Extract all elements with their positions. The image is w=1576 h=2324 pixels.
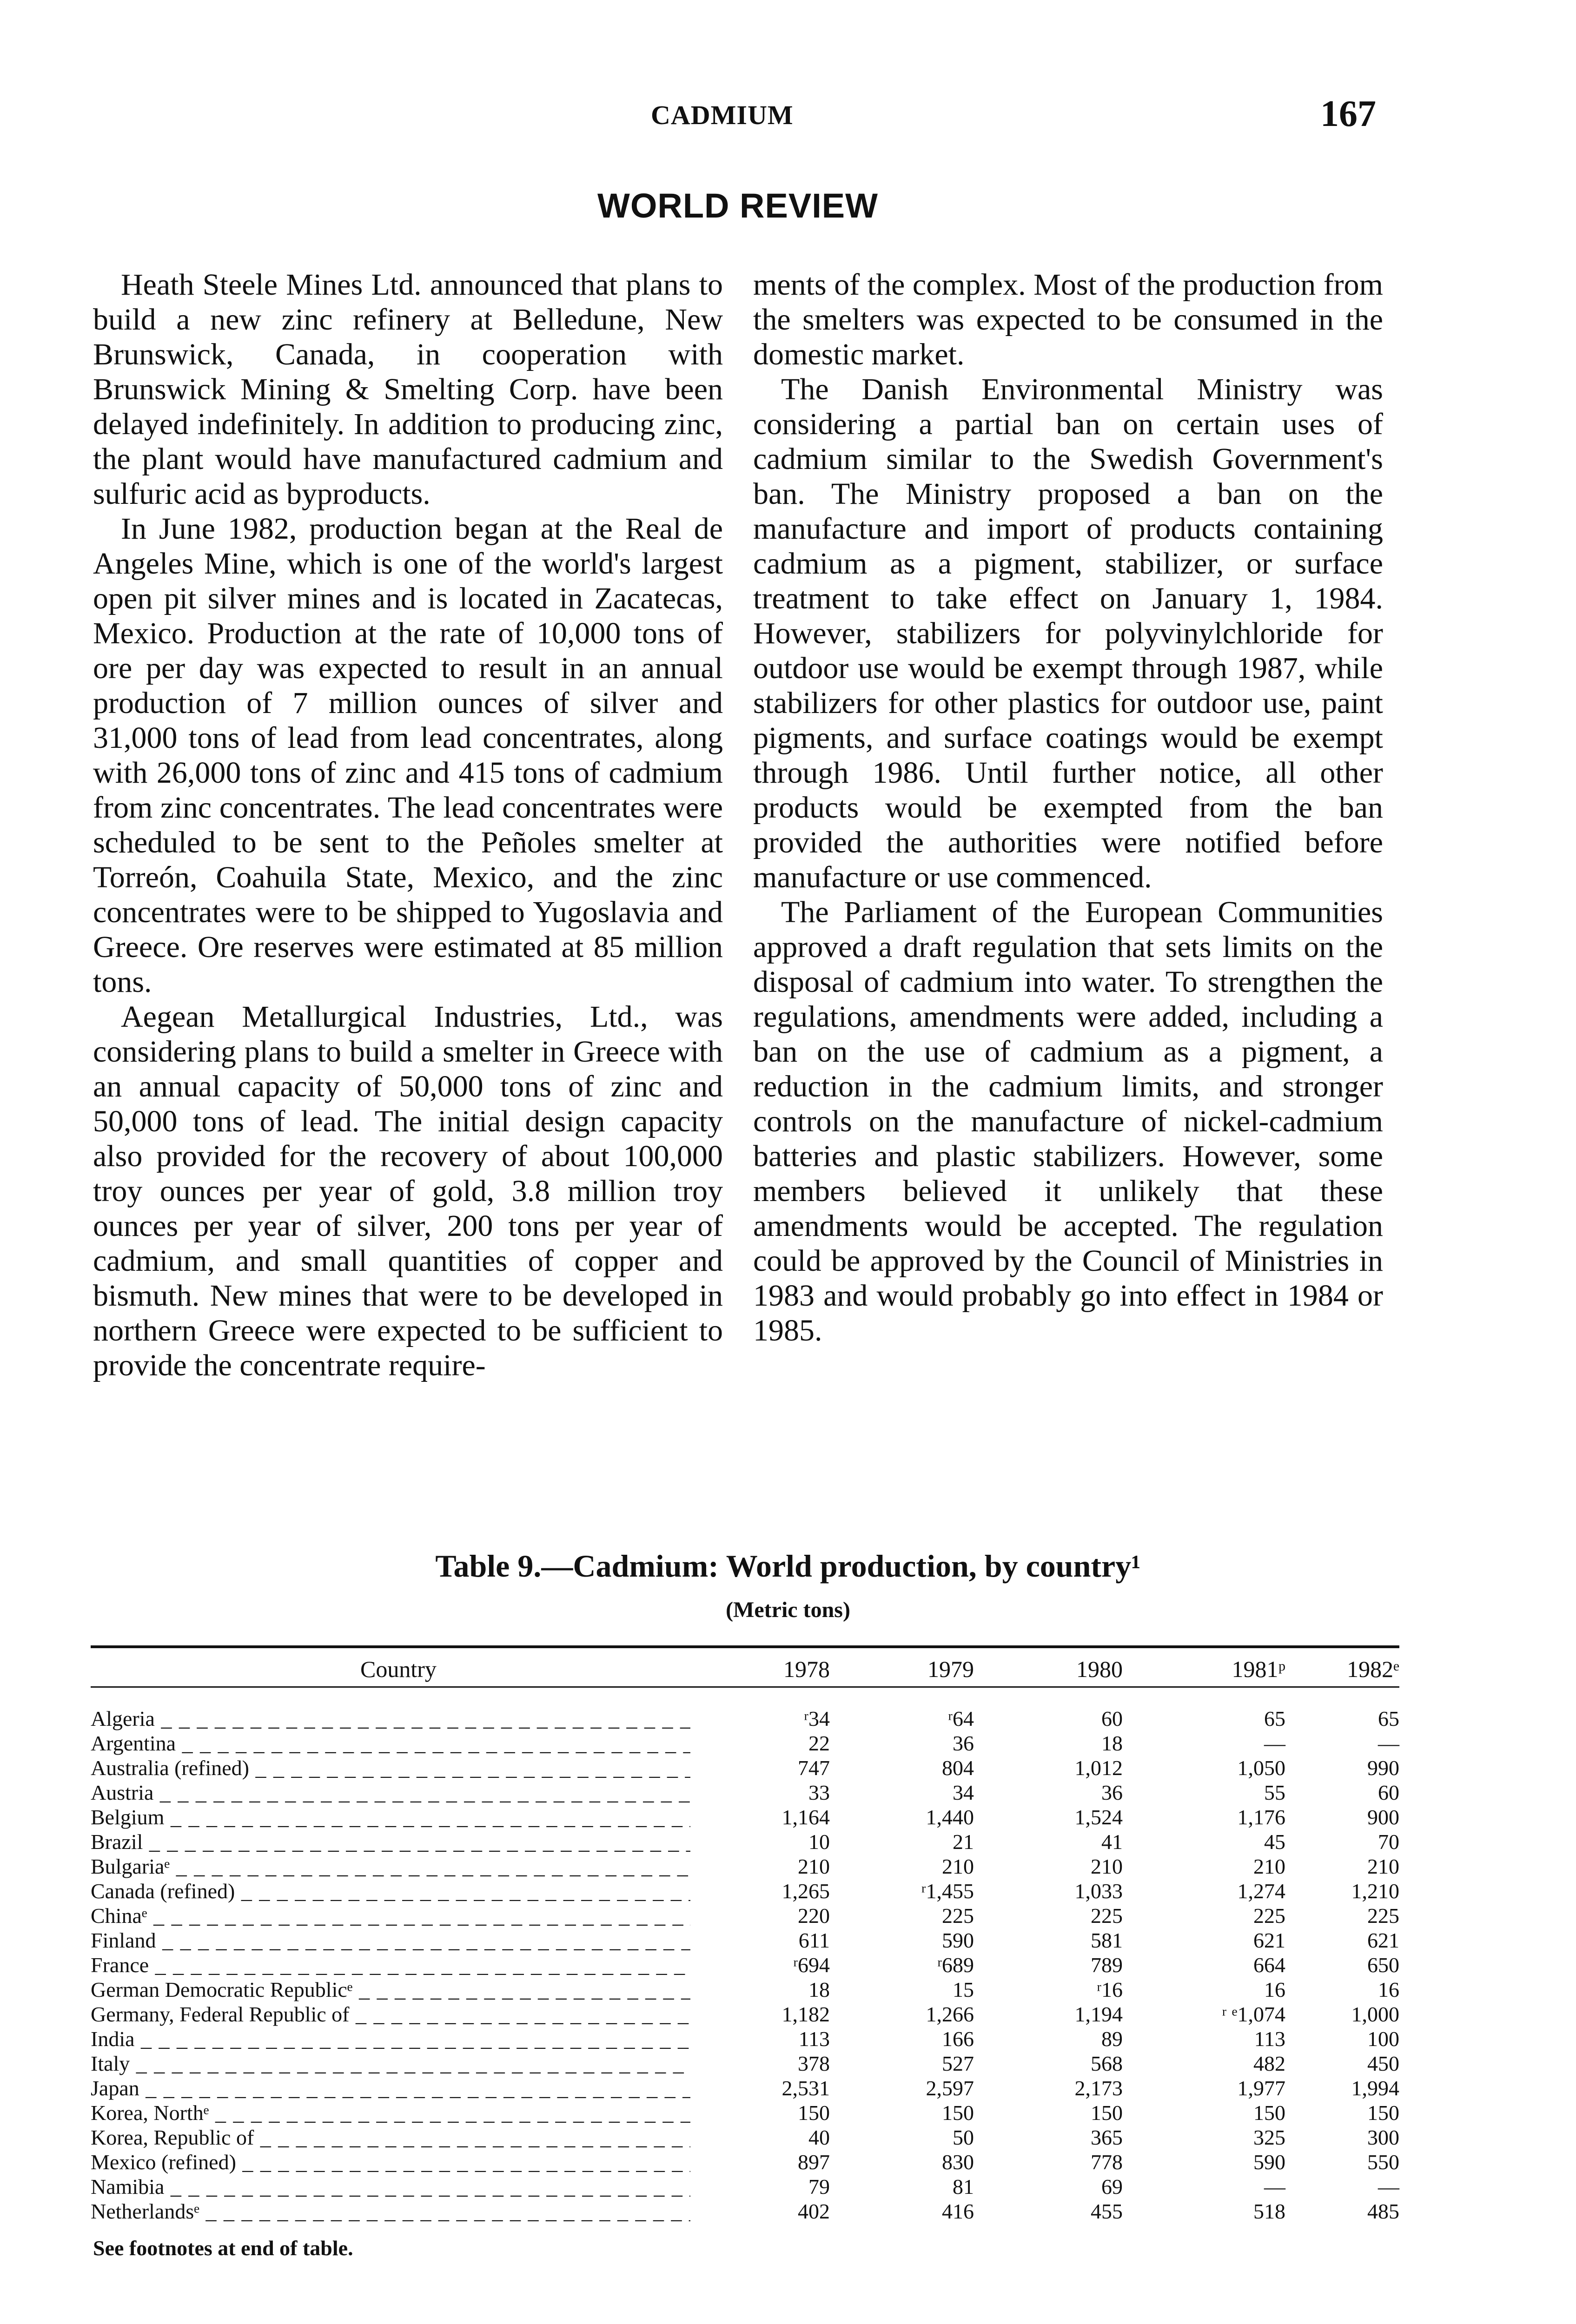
cell-1978: 10 [808,1830,830,1854]
cell-1978: 150 [798,2101,830,2125]
cell-1979: 36 [953,1731,974,1755]
cell-country: Argentina _ _ _ [91,1731,690,1756]
cell-country: Canada (refined) _ _ _ [91,1879,690,1903]
cell-country: Brazil _ _ _ [91,1829,690,1854]
table-caption: Table 9.—Cadmium: World production, by country¹ [435,1548,1141,1584]
cell-1978: 747 [798,1756,830,1780]
cell-1981: 16 [1264,1978,1285,2001]
table-body [91,1688,1399,2224]
cell-1978: 79 [808,2175,830,2199]
table-row [91,1953,1399,1977]
cell-1980: 150 [1091,2101,1123,2125]
cell-1979: 416 [942,2199,974,2223]
cell-country: Algeria _ _ _ [91,1706,690,1731]
cell-1982: 225 [1367,1904,1399,1928]
cell-1981: 664 [1253,1953,1285,1977]
cell-1980: 225 [1091,1904,1123,1928]
header-1978: 1978 [783,1656,830,1682]
section-title: WORLD REVIEW [597,186,878,225]
cell-1979: 804 [942,1756,974,1780]
cell-1980: ʳ16 [1097,1978,1123,2001]
table-row [91,1780,1399,1805]
cell-1978: 402 [798,2199,830,2223]
cell-1981: 621 [1253,1928,1285,1952]
cell-1978: ʳ694 [793,1953,830,1977]
cell-1982: 100 [1367,2027,1399,2051]
cell-1982: 485 [1367,2199,1399,2223]
header-1979: 1979 [927,1656,974,1682]
cell-1981: 150 [1253,2101,1285,2125]
cell-1982: 1,994 [1351,2076,1399,2100]
paragraph: In June 1982, production began at the Real de Angeles Mine, which is one of the world's largest open pit silver mines and is located in Zacatecas, Mexico. Production at the rate of 10,000 tons of ore per day was expected to result in an annual production of 7 million ounces of silver and 31,000 tons of lead from lead concentrates, along with 26,000 tons of zinc and 415 tons of cadmium from zinc concentrates. The lead concentrates were scheduled to be sent to the Peñoles smelter at Torreón, Coahuila State, Mexico, and the zinc concentrates were to be shipped to Yugoslavia and Greece. Ore reserves were estimated at 85 million tons. [93,512,723,999]
table-row [91,2027,1399,2051]
table-row [91,2002,1399,2027]
table-row [91,2076,1399,2100]
cell-1981: 482 [1253,2052,1285,2075]
table-row [91,1903,1399,1928]
cell-1978: 33 [808,1781,830,1804]
cell-1980: 60 [1101,1707,1123,1730]
cell-1982: 1,000 [1351,2002,1399,2026]
cell-1980: 2,173 [1074,2076,1123,2100]
cell-country: Belgium _ _ _ [91,1805,690,1829]
table-row [91,1829,1399,1854]
cell-1980: 778 [1091,2150,1123,2174]
cell-country: Korea, Republic of _ _ _ [91,2125,690,2150]
cell-1980: 18 [1101,1731,1123,1755]
cell-1979: 21 [953,1830,974,1854]
header-1980: 1980 [1076,1656,1123,1682]
cell-1978: 40 [808,2126,830,2149]
table-row [91,2174,1399,2199]
cell-1978: 113 [798,2027,830,2051]
header-1982: 1982ᵉ [1347,1656,1399,1682]
cell-1981: 1,050 [1237,1756,1285,1780]
cell-1980: 41 [1101,1830,1123,1854]
cell-1979: 166 [942,2027,974,2051]
cell-1979: ʳ64 [948,1707,974,1730]
cell-country: Chinaᵉ _ _ _ [91,1903,690,1928]
paragraph: The Parliament of the European Communities approved a draft regulation that sets limits on the disposal of cadmium into water. To strengthen the regulations, amendments were added, including a ban on the use of cadmium as a pigment, a reduction in the cadmium limits, and stronger controls on the manufacture of nickel-cadmium batteries and plastic stabilizers. However, some members believed it unlikely that these amendments would be accepted. The regulation could be approved by the Council of Ministries in 1983 and would probably go into effect in 1984 or 1985. [753,895,1383,1347]
cell-country: Mexico (refined) _ _ _ [91,2150,690,2174]
table-row [91,1706,1399,1731]
cell-1981: — [1264,1731,1285,1755]
cell-1981: 1,977 [1237,2076,1285,2100]
cell-1982: 621 [1367,1928,1399,1952]
header-1981: 1981ᵖ [1232,1656,1285,1682]
paragraph: Aegean Metallurgical Industries, Ltd., was considering plans to build a smelter in Greece with an annual capacity of 50,000 tons of zinc and 50,000 tons of lead. The initial design capacity also provided for the recovery of about 100,000 troy ounces per year of gold, 3.8 million troy ounces per year of silver, 200 tons per year of cadmium, and small quantities of copper and bismuth. New mines that were to be developed in northern Greece were expected to be sufficient to provide the concentrate require- [93,1000,723,1382]
cell-country: Italy _ _ _ [91,2051,690,2076]
cell-1979: 34 [953,1781,974,1804]
cell-country: Japan _ _ _ [91,2076,690,2100]
table-row [91,1977,1399,2002]
cell-1979: 830 [942,2150,974,2174]
table-row [91,2125,1399,2150]
cell-country: France _ _ _ [91,1953,690,1977]
cell-1980: 455 [1091,2199,1123,2223]
cell-1981: 45 [1264,1830,1285,1854]
cell-1979: 590 [942,1928,974,1952]
cell-1982: 60 [1378,1781,1399,1804]
cell-1982: 150 [1367,2101,1399,2125]
cell-1978: 18 [808,1978,830,2001]
cell-1979: 15 [953,1978,974,2001]
cell-1979: 225 [942,1904,974,1928]
cell-1982: 65 [1378,1707,1399,1730]
cell-1981: 325 [1253,2126,1285,2149]
production-table [91,1645,1399,2224]
cell-1981: 225 [1253,1904,1285,1928]
cell-1982: — [1378,1731,1399,1755]
cell-1982: 16 [1378,1978,1399,2001]
table-row [91,1731,1399,1756]
cell-1978: 1,265 [781,1879,830,1903]
cell-1980: 69 [1101,2175,1123,2199]
cell-1980: 365 [1091,2126,1123,2149]
cell-1981: 113 [1254,2027,1285,2051]
cell-1978: 210 [798,1855,830,1878]
cell-1982: 450 [1367,2052,1399,2075]
cell-1980: 36 [1101,1781,1123,1804]
cell-1981: 210 [1253,1855,1285,1878]
cell-1981: ʳ ᵉ1,074 [1222,2002,1285,2026]
cell-1982: 900 [1367,1805,1399,1829]
paragraph: The Danish Environmental Ministry was considering a partial ban on certain uses of cadmium similar to the Swedish Government's ban. The Ministry proposed a ban on the manufacture and import of products containing cadmium as a pigment, stabilizer, or surface treatment to take effect on January 1, 1984. However, stabilizers for polyvinylchloride for outdoor use would be exempt through 1987, while stabilizers for other plastics for outdoor use, paint pigments, and surface coatings would be exempt through 1986. Until further notice, all other products would be exempted from the ban provided the authorities were notified before manufacture or use commenced. [753,372,1383,894]
cell-1979: 210 [942,1855,974,1878]
cell-country: German Democratic Republicᵉ _ _ _ [91,1977,690,2002]
cell-1979: 150 [942,2101,974,2125]
cell-country: Australia (refined) _ _ _ [91,1756,690,1780]
cell-1980: 1,524 [1074,1805,1123,1829]
cell-1980: 568 [1091,2052,1123,2075]
table-row [91,2051,1399,2076]
cell-1978: 1,164 [781,1805,830,1829]
cell-country: India _ _ _ [91,2027,690,2051]
header-country: Country [360,1656,437,1682]
cell-1978: 22 [808,1731,830,1755]
cell-1978: 220 [798,1904,830,1928]
cell-1981: 518 [1253,2199,1285,2223]
cell-1979: 527 [942,2052,974,2075]
running-title: CADMIUM [651,100,794,130]
cell-1981: 1,274 [1237,1879,1285,1903]
cell-1978: 378 [798,2052,830,2075]
left-text-column [93,267,723,1383]
paragraph: ments of the complex. Most of the production from the smelters was expected to be consumed in the domestic market. [753,268,1383,371]
cell-1981: 55 [1264,1781,1285,1804]
table-subcaption: (Metric tons) [726,1598,850,1622]
cell-1982: 650 [1367,1953,1399,1977]
table-row [91,2150,1399,2174]
table-row [91,1854,1399,1879]
paragraph: Heath Steele Mines Ltd. announced that plans to build a new zinc refinery at Belledune, New Brunswick, Canada, in cooperation with Brunswick Mining & Smelting Corp. have been delayed indefinitely. In addition to producing zinc, the plant would have manufactured cadmium and sulfuric acid as byproducts. [93,268,723,511]
cell-1980: 210 [1091,1855,1123,1878]
cell-1981: 590 [1253,2150,1285,2174]
cell-1978: ʳ34 [804,1707,830,1730]
page-header [0,93,1576,134]
cell-1979: 2,597 [926,2076,974,2100]
cell-1981: — [1264,2175,1285,2199]
cell-country: Bulgariaᵉ _ _ _ [91,1854,690,1879]
cell-1982: 210 [1367,1855,1399,1878]
cell-1982: 990 [1367,1756,1399,1780]
table-row [91,2199,1399,2224]
cell-1979: ʳ689 [937,1953,974,1977]
cell-1979: ʳ1,455 [921,1879,974,1903]
cell-1979: 1,440 [926,1805,974,1829]
page-number: 167 [1320,93,1376,134]
right-text-column [753,267,1383,1348]
cell-1978: 611 [798,1928,830,1952]
cell-1980: 581 [1091,1928,1123,1952]
cell-1980: 1,012 [1074,1756,1123,1780]
table-footnote: See footnotes at end of table. [93,2236,353,2260]
table-row [91,1805,1399,1829]
cell-1980: 89 [1101,2027,1123,2051]
table-row [91,1756,1399,1780]
table-row [91,2100,1399,2125]
cell-1981: 65 [1264,1707,1285,1730]
cell-country: Namibia _ _ _ [91,2174,690,2199]
cell-country: Netherlandsᵉ _ _ _ [91,2199,690,2224]
cell-1982: 550 [1367,2150,1399,2174]
cell-1979: 81 [953,2175,974,2199]
cell-1981: 1,176 [1237,1805,1285,1829]
cell-country: Korea, Northᵉ _ _ _ [91,2100,690,2125]
cell-1982: — [1378,2175,1399,2199]
table-row [91,1879,1399,1903]
cell-country: Austria _ _ _ [91,1780,690,1805]
cell-country: Finland _ _ _ [91,1928,690,1953]
cell-1980: 1,033 [1074,1879,1123,1903]
cell-1982: 300 [1367,2126,1399,2149]
table-header-row [91,1648,1399,1686]
cell-1980: 1,194 [1074,2002,1123,2026]
cell-1979: 50 [953,2126,974,2149]
cell-1979: 1,266 [926,2002,974,2026]
cell-1978: 897 [798,2150,830,2174]
table-row [91,1928,1399,1953]
cell-1982: 70 [1378,1830,1399,1854]
cell-country: Germany, Federal Republic of _ _ _ [91,2002,690,2027]
cell-1978: 1,182 [781,2002,830,2026]
cell-1982: 1,210 [1351,1879,1399,1903]
cell-1980: 789 [1091,1953,1123,1977]
cell-1978: 2,531 [781,2076,830,2100]
